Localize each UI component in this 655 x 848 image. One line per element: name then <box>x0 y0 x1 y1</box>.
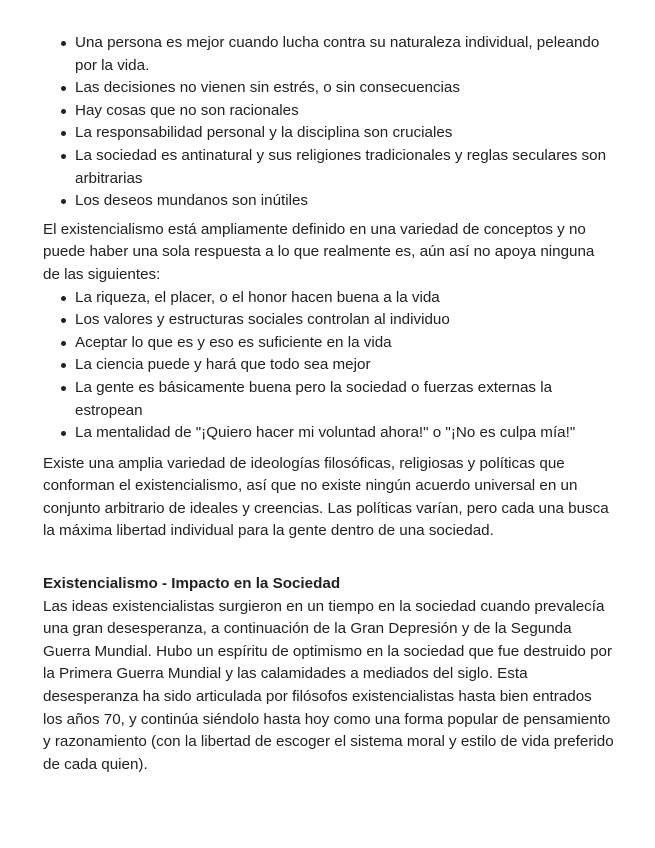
list-item: La riqueza, el placer, o el honor hacen buena a la vida <box>75 287 615 310</box>
list-item: La responsabilidad personal y la disciplina son cruciales <box>75 122 615 145</box>
list-item: Las decisiones no vienen sin estrés, o sin consecuencias <box>75 77 615 100</box>
impact-paragraph: Las ideas existencialistas surgieron en un tiempo en la sociedad cuando prevalecía una gran desesperanza, a continuación de la Gran Depresión y de la Segunda Guerra Mundial. Hubo un espíritu de optimismo en la sociedad que fue destruido por la Primera Guerra Mundial y las calamidades a mediados del siglo. Esta desesperanza ha sido articulada por filósofos existencialistas hasta bien entrados los años 70, y continúa siéndolo hasta hoy como una forma popular de pensamiento y razonamiento (con la libertad de escoger el sistema moral y estilo de vida preferido de cada quien). <box>43 597 614 773</box>
document-page <box>43 32 615 776</box>
definition-paragraph: El existencialismo está ampliamente definido en una variedad de conceptos y no puede haber una sola respuesta a lo que realmente es, aún así no apoya ninguna de las siguientes: <box>43 220 595 283</box>
list-item: La mentalidad de "¡Quiero hacer mi voluntad ahora!" o "¡No es culpa mía!" <box>75 422 615 445</box>
list-item: La gente es básicamente buena pero la sociedad o fuerzas externas la estropean <box>75 377 615 422</box>
ideologies-paragraph: Existe una amplia variedad de ideologías filosóficas, religiosas y políticas que conforman el existencialismo, así que no existe ningún acuerdo universal en un conjunto arbitrario de ideales y creencias. Las políticas varían, pero cada una busca la máxima libertad individual para la gente dentro de una sociedad. <box>43 454 609 540</box>
list-item: Los valores y estructuras sociales controlan al individuo <box>75 309 615 332</box>
list-item: La sociedad es antinatural y sus religiones tradicionales y reglas seculares son arbitrarias <box>75 145 615 190</box>
list-item: Los deseos mundanos son inútiles <box>75 190 615 213</box>
list-item: Una persona es mejor cuando lucha contra su naturaleza individual, peleando por la vida. <box>75 32 615 77</box>
list-item: Aceptar lo que es y eso es suficiente en la vida <box>75 332 615 355</box>
beliefs-list <box>43 32 615 213</box>
non-supported-list <box>43 287 615 445</box>
list-item: La ciencia puede y hará que todo sea mejor <box>75 354 615 377</box>
section-heading: Existencialismo - Impacto en la Sociedad <box>43 575 341 593</box>
list-item: Hay cosas que no son racionales <box>75 100 615 123</box>
